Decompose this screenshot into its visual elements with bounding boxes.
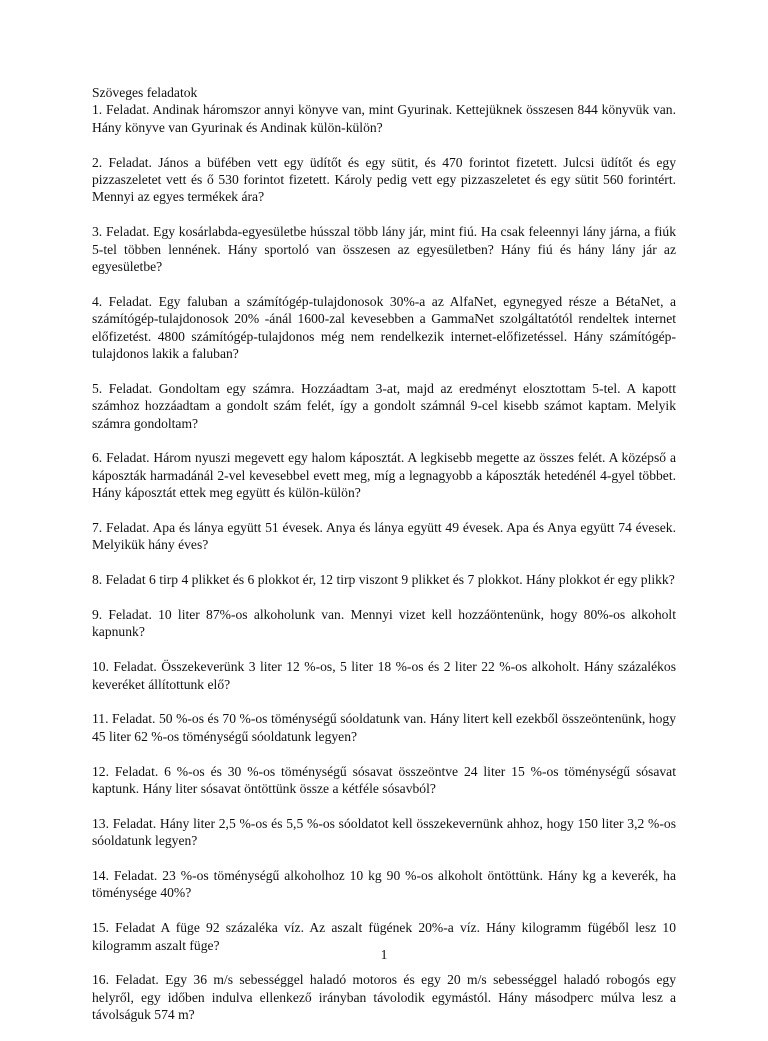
task-13: 13. Feladat. Hány liter 2,5 %-os és 5,5 %-os sóoldatot kell összekevernünk ahhoz, hogy 150 liter 3,2 %-os sóoldatunk legyen? xyxy=(92,815,676,849)
page-number: 1 xyxy=(380,947,388,962)
task-4: 4. Feladat. Egy faluban a számítógép-tulajdonosok 30%-a az AlfaNet, egynegyed része a BétaNet, a számítógép-tulajdonosok 20% -ánál 1600-zal kevesebben a GammaNet szolgáltatótól rendeltek internet előfizetést. 4800 számítógép-tulajdonos még nem rendelkezik internet-előfizetéssel. Hány számítógép-tulajdonos lakik a faluban? xyxy=(92,293,676,362)
document-body xyxy=(92,84,676,1041)
document-title: Szöveges feladatok xyxy=(92,85,198,100)
task-11: 11. Feladat. 50 %-os és 70 %-os töménységű sóoldatunk van. Hány litert kell ezekből összeöntenünk, hogy 45 liter 62 %-os töménységű sóoldatunk legyen? xyxy=(92,711,676,744)
task-5: 5. Feladat. Gondoltam egy számra. Hozzáadtam 3-at, majd az eredményt elosztottam 5-tel. A kapott számhoz hozzáadtam a gondolt szám felét, így a gondolt számnál 9-cel kisebb számot kaptam. Melyik számra gondoltam? xyxy=(92,380,676,431)
task-10: 10. Feladat. Összekeverünk 3 liter 12 %-os, 5 liter 18 %-os és 2 liter 22 %-os alkoholt. Hány százalékos keveréket állítottunk elő? xyxy=(92,659,676,692)
task-14: 14. Feladat. 23 %-os töménységű alkoholhoz 10 kg 90 %-os alkoholt öntöttünk. Hány kg a keverék, ha töménysége 40%? xyxy=(92,868,676,901)
task-15: 15. Feladat A füge 92 százaléka víz. Az aszalt fügének 20%-a víz. Hány kilogramm fügéből lesz 10 kilogramm aszalt füge? xyxy=(92,920,676,953)
task-8: 8. Feladat 6 tirp 4 plikket és 6 plokkot ér, 12 tirp viszont 9 plikket és 7 plokkot. Hány plokkot ér egy plikk? xyxy=(92,572,675,588)
task-1: 1. Feladat. Andinak háromszor annyi könyve van, mint Gyurinak. Kettejüknek összesen 844 könyvük van. Hány könyve van Gyurinak és Andinak külön-külön? xyxy=(92,102,676,135)
task-2: 2. Feladat. János a büfében vett egy üdítőt és egy sütit, és 470 forintot fizetett. Julcsi üdítőt és egy pizzaszeletet vett és ő 530 forintot fizetett. Károly pedig vett egy pizzaszeletet és egy sütit 560 forintért. Mennyi az egyes termékek ára? xyxy=(92,154,676,205)
task-9: 9. Feladat. 10 liter 87%-os alkoholunk van. Mennyi vizet kell hozzáöntenünk, hogy 80%-os alkoholt kapnunk? xyxy=(92,607,676,640)
task-7: 7. Feladat. Apa és lánya együtt 51 évesek. Anya és lánya együtt 49 évesek. Apa és Anya együtt 74 évesek. Melyikük hány éves? xyxy=(92,520,676,553)
task-6: 6. Feladat. Három nyuszi megevett egy halom káposztát. A legkisebb megette az összes felét. A középső a káposzták harmadánál 2-vel kevesebbel evett meg, míg a legnagyobb a káposzták hetedénél 4-gyel többet. Hány káposztát ettek meg együtt és külön-külön? xyxy=(92,450,676,501)
task-16: 16. Feladat. Egy 36 m/s sebességgel haladó motoros és egy 20 m/s sebességgel haladó robogós egy helyről, egy időben indulva ellenkező irányban távolodik egymástól. Hány másodperc múlva lesz a távolságuk 574 m? xyxy=(92,972,676,1023)
task-3: 3. Feladat. Egy kosárlabda-egyesületbe hússzal több lány jár, mint fiú. Ha csak feleennyi lány járna, a fiúk 5-tel többen lennének. Hány sportoló van összesen az egyesületben? Hány fiú és hány lány jár az egyesületbe? xyxy=(92,224,676,275)
task-12: 12. Feladat. 6 %-os és 30 %-os töménységű sósavat összeöntve 24 liter 15 %-os töménységű sósavat kaptunk. Hány liter sósavat öntöttünk össze a kétféle sósavból? xyxy=(92,763,676,797)
